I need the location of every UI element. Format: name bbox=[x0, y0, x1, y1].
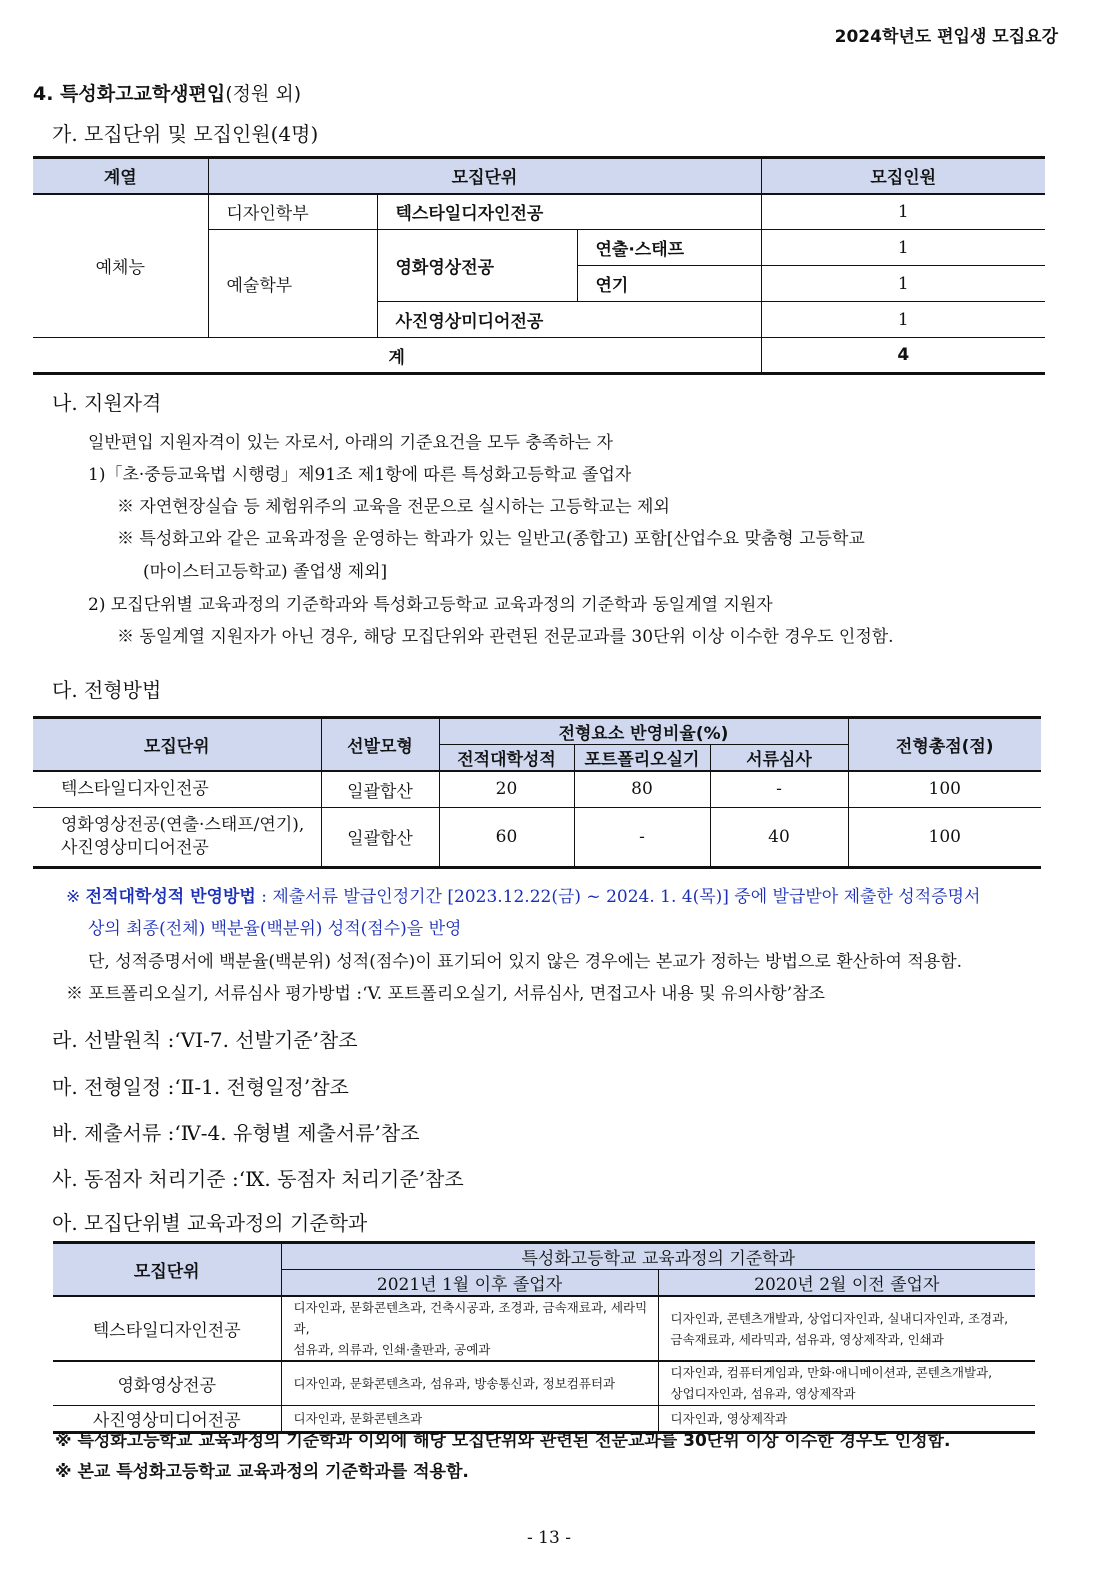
subsection-ah-title: 아. 모집단위별 교육과정의 기준학과 bbox=[52, 1211, 368, 1235]
before-cell bbox=[658, 1296, 1035, 1361]
count-cell: 1 bbox=[761, 230, 1045, 266]
header-field: 계열 bbox=[33, 158, 208, 194]
major-cell: 사진영상미디어전공 bbox=[377, 302, 761, 338]
major-cell: 영화영상전공 bbox=[377, 230, 577, 302]
dept-line: 상업디자인과, 섬유과, 영상제작과 bbox=[670, 1386, 856, 1402]
total-value: 4 bbox=[761, 338, 1045, 374]
subsection-ba: 바. 제출서류 :‘Ⅳ-4. 유형별 제출서류’참조 bbox=[52, 1121, 420, 1145]
table-header-row bbox=[53, 1243, 1035, 1270]
gpa-note-conversion: 단, 성적증명서에 백분율(백분위) 성적(점수)이 표기되어 있지 않은 경우에는 본교가 정하는 방법으로 환산하여 적용함. bbox=[88, 952, 963, 972]
dept-line: 디자인과, 콘텐츠개발과, 상업디자인과, 실내디자인과, 조경과, bbox=[670, 1310, 1009, 1326]
header-unit: 모집단위 bbox=[33, 718, 321, 772]
field-cell: 예체능 bbox=[33, 194, 208, 338]
eligibility-line: 1)「초·중등교육법 시행령」제91조 제1항에 따른 특성화고등학교 졸업자 bbox=[88, 465, 632, 485]
table-row bbox=[33, 194, 1045, 230]
reference-note: ※ 본교 특성화고등학교 교육과정의 기준학과를 적용함. bbox=[55, 1462, 469, 1482]
eligibility-line: ※ 자연현장실습 등 체험위주의 교육을 전문으로 실시하는 고등학교는 제외 bbox=[117, 497, 670, 517]
dept-line: 디자인과, 영상제작과 bbox=[670, 1410, 788, 1426]
header-count: 모집인원 bbox=[761, 158, 1045, 194]
dept-line: 디자인과, 문화콘텐츠과 bbox=[293, 1410, 423, 1426]
eligibility-line: ※ 동일계열 지원자가 아닌 경우, 해당 모집단위와 관련된 전문교과를 30단위 이상 이수한 경우도 인정함. bbox=[117, 627, 894, 647]
table-row bbox=[53, 1296, 1035, 1361]
subsection-ra: 라. 선발원칙 :‘VI-7. 선발기준’참조 bbox=[52, 1028, 358, 1052]
eligibility-line: (마이스터고등학교) 졸업생 제외] bbox=[143, 562, 388, 582]
table-row bbox=[33, 807, 1041, 867]
quota-table bbox=[33, 156, 1045, 375]
track-cell: 연출·스태프 bbox=[577, 230, 761, 266]
model-cell: 일괄합산 bbox=[321, 771, 439, 807]
eligibility-line: 일반편입 지원자격이 있는 자로서, 아래의 기준요건을 모두 충족하는 자 bbox=[88, 433, 613, 453]
header-group: 특성화고등학교 교육과정의 기준학과 bbox=[281, 1243, 1035, 1270]
unit-line: 영화영상전공(연출·스태프/연기), bbox=[61, 814, 305, 835]
dept-line: 금속재료과, 세라믹과, 섬유과, 영상제작과, 인쇄과 bbox=[670, 1331, 944, 1347]
docs-cell: 40 bbox=[710, 807, 848, 867]
dept-line: 디자인과, 컴퓨터게임과, 만화·애니메이션과, 콘텐츠개발과, bbox=[670, 1365, 993, 1381]
section-4-title-bold: 4. 특성화고교학생편입 bbox=[33, 83, 226, 105]
count-cell: 1 bbox=[761, 302, 1045, 338]
subsection-sa: 사. 동점자 처리기준 :‘Ⅸ. 동점자 처리기준’참조 bbox=[52, 1167, 464, 1191]
before-cell bbox=[658, 1361, 1035, 1405]
header-unit: 모집단위 bbox=[53, 1243, 281, 1297]
header-unit: 모집단위 bbox=[208, 158, 761, 194]
eligibility-line: 2) 모집단위별 교육과정의 기준학과와 특성화고등학교 교육과정의 기준학과 동일계열 지원자 bbox=[88, 595, 773, 615]
dept-line: 디자인과, 문화콘텐츠과, 섬유과, 방송통신과, 정보컴퓨터과 bbox=[293, 1375, 616, 1391]
dept-line: 섬유과, 의류과, 인쇄·출판과, 공예과 bbox=[293, 1342, 491, 1357]
page-number: - 13 - bbox=[527, 1528, 571, 1548]
document-header: 2024학년도 편입생 모집요강 bbox=[834, 27, 1058, 47]
after-cell bbox=[281, 1361, 658, 1405]
note-mark: ※ bbox=[66, 887, 81, 907]
header-before: 2020년 2월 이전 졸업자 bbox=[658, 1270, 1035, 1297]
reference-dept-table bbox=[53, 1241, 1035, 1434]
evaluation-note: ※ 포트폴리오실기, 서류심사 평가방법 :‘V. 포트폴리오실기, 서류심사, 면접고사 내용 및 유의사항’참조 bbox=[66, 984, 825, 1004]
docs-cell: - bbox=[710, 771, 848, 807]
header-after: 2021년 1월 이후 졸업자 bbox=[281, 1270, 658, 1297]
table-header-row bbox=[33, 158, 1045, 194]
major-cell: 텍스타일디자인전공 bbox=[377, 194, 761, 230]
gpa-note-text: : 제출서류 발급인정기간 [2023.12.22(금) ~ 2024. 1. 4(목)] 중에 발급받아 제출한 성적증명서 bbox=[255, 887, 981, 907]
table-total-row bbox=[33, 338, 1045, 374]
school-cell: 디자인학부 bbox=[208, 194, 377, 230]
section-4-title-rest: (정원 외) bbox=[225, 83, 302, 105]
count-cell: 1 bbox=[761, 266, 1045, 302]
model-cell: 일괄합산 bbox=[321, 807, 439, 867]
unit-cell: 텍스타일디자인전공 bbox=[33, 771, 321, 807]
eligibility-line: ※ 특성화고와 같은 교육과정을 운영하는 학과가 있는 일반고(종합고) 포함[산업수요 맞춤형 고등학교 bbox=[117, 529, 865, 549]
subsection-da-title: 다. 전형방법 bbox=[52, 678, 162, 702]
total-label: 계 bbox=[33, 338, 761, 374]
gpa-note bbox=[66, 882, 980, 907]
header-docs: 서류심사 bbox=[710, 745, 848, 772]
header-ratio: 전형요소 반영비율(%) bbox=[439, 718, 848, 745]
unit-cell: 사진영상미디어전공 bbox=[53, 1405, 281, 1432]
school-cell: 예술학부 bbox=[208, 230, 377, 338]
header-total: 전형총점(점) bbox=[848, 718, 1041, 772]
unit-cell: 텍스타일디자인전공 bbox=[53, 1296, 281, 1361]
portfolio-cell: - bbox=[574, 807, 710, 867]
total-cell: 100 bbox=[848, 771, 1041, 807]
track-cell: 연기 bbox=[577, 266, 761, 302]
header-gpa: 전적대학성적 bbox=[439, 745, 574, 772]
reference-note: ※ 특성화고등학교 교육과정의 기준학과 이외에 해당 모집단위와 관련된 전문교과를 30단위 이상 이수한 경우도 인정함. bbox=[55, 1431, 951, 1451]
count-cell: 1 bbox=[761, 194, 1045, 230]
header-portfolio: 포트폴리오실기 bbox=[574, 745, 710, 772]
table-row bbox=[53, 1361, 1035, 1405]
total-cell: 100 bbox=[848, 807, 1041, 867]
unit-cell: 영화영상전공 bbox=[53, 1361, 281, 1405]
section-4-title bbox=[33, 79, 301, 106]
gpa-cell: 60 bbox=[439, 807, 574, 867]
gpa-cell: 20 bbox=[439, 771, 574, 807]
subsection-ma: 마. 전형일정 :‘Ⅱ-1. 전형일정’참조 bbox=[52, 1075, 349, 1099]
selection-method-table bbox=[33, 716, 1041, 869]
gpa-note-title: 전적대학성적 반영방법 bbox=[85, 887, 256, 907]
subsection-na-title: 나. 지원자격 bbox=[52, 391, 162, 415]
unit-line: 사진영상미디어전공 bbox=[61, 837, 209, 858]
dept-line: 디자인과, 문화콘텐츠과, 건축시공과, 조경과, 금속재료과, 세라믹과, bbox=[293, 1300, 648, 1336]
portfolio-cell: 80 bbox=[574, 771, 710, 807]
header-model: 선발모형 bbox=[321, 718, 439, 772]
gpa-note-cont: 상의 최종(전체) 백분율(백분위) 성적(점수)을 반영 bbox=[88, 919, 462, 939]
after-cell bbox=[281, 1296, 658, 1361]
unit-cell bbox=[33, 807, 321, 867]
table-row bbox=[33, 771, 1041, 807]
subsection-ga-title: 가. 모집단위 및 모집인원(4명) bbox=[52, 122, 319, 146]
table-header-row bbox=[33, 718, 1041, 745]
